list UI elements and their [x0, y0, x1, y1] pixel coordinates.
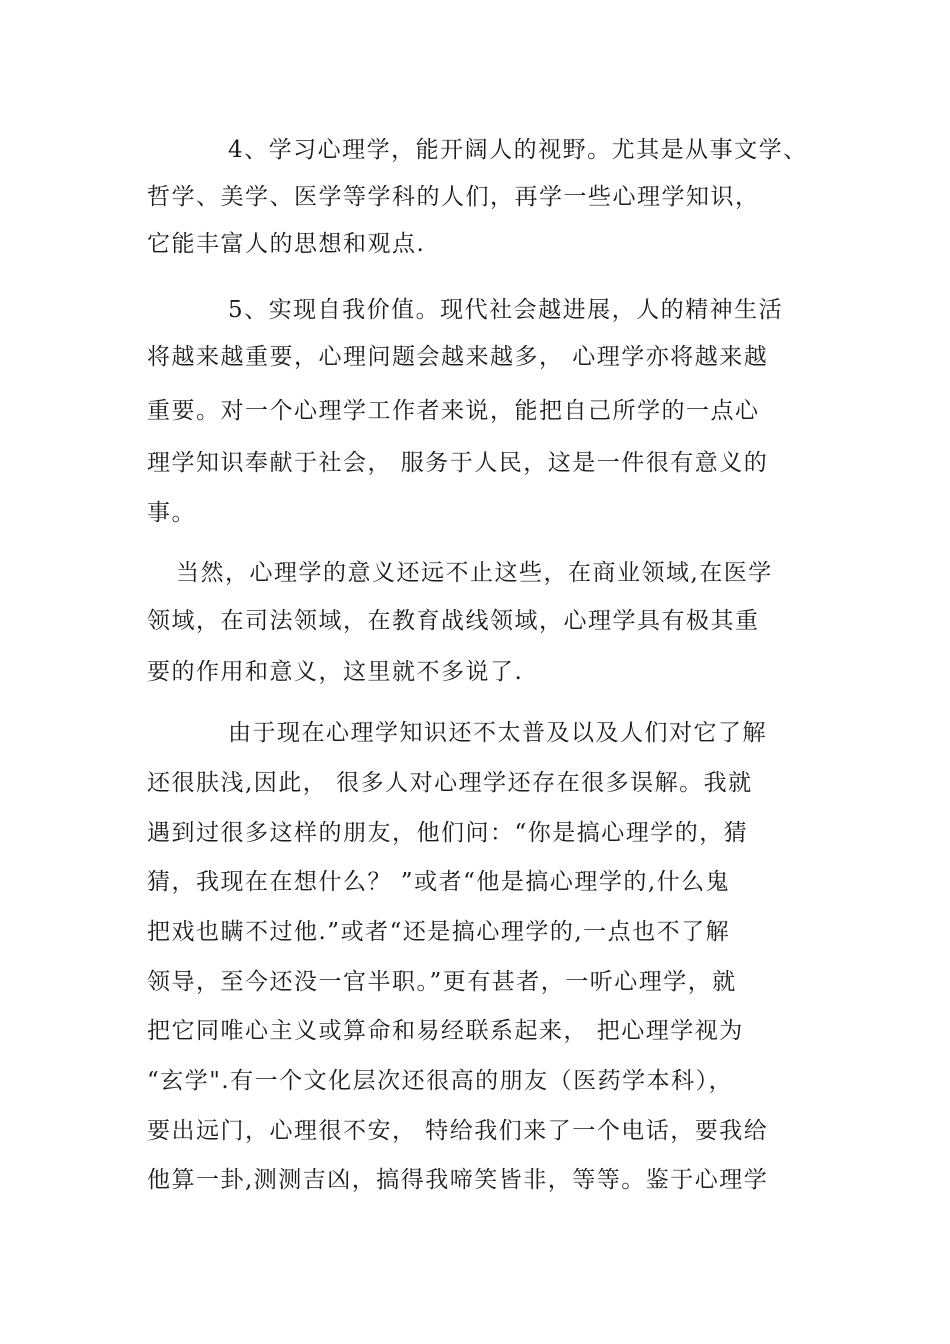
text-line-4: 5、实现自我价值。现代社会越进展，人的精神生活 — [228, 297, 784, 323]
text-line-14: 遇到过很多这样的朋友，他们问：“你是搞心理学的，猜 — [147, 820, 749, 846]
text-line-20: 要出远门，心理很不安， 特给我们来了一个电话，要我给 — [147, 1118, 769, 1144]
text-line-11: 要的作用和意义，这里就不多说了. — [147, 659, 524, 685]
text-line-13: 还很肤浅,因此， 很多人对心理学还存在很多误解。我就 — [147, 770, 753, 796]
text-line-18: 把它同唯心主义或算命和易经联系起来， 把心理学视为 — [147, 1018, 744, 1044]
text-line-3: 它能丰富人的思想和观点. — [147, 231, 426, 257]
text-line-6: 重要。对一个心理学工作者来说，能把自己所学的一点心 — [147, 398, 760, 424]
text-line-15: 猜，我现在在想什么？ ”或者“他是搞心理学的,什么鬼 — [147, 869, 731, 895]
text-line-2: 哲学、美学、医学等学科的人们，再学一些心理学知识， — [147, 184, 760, 210]
text-line-17: 领导，至今还没一官半职。”更有甚者，一听心理学，就 — [147, 969, 737, 995]
text-line-10: 领域，在司法领域，在教育战线领域，心理学具有极其重 — [147, 608, 760, 634]
text-line-21: 他算一卦,测测吉凶，搞得我啼笑皆非，等等。鉴于心理学 — [147, 1167, 769, 1193]
text-line-9: 当然，心理学的意义还远不止这些，在商业领域,在医学 — [176, 560, 773, 586]
text-line-16: 把戏也瞒不过他.”或者“还是搞心理学的,一点也不了解 — [147, 919, 731, 945]
text-line-7: 理学知识奉献于社会， 服务于人民，这是一件很有意义的 — [147, 450, 769, 476]
text-line-19: “玄学".有一个文化层次还很高的朋友（医药学本科）， — [147, 1068, 734, 1094]
text-line-8: 事。 — [147, 500, 196, 526]
text-line-5: 将越来越重要，心理问题会越来越多， 心理学亦将越来越 — [147, 344, 769, 370]
text-line-12: 由于现在心理学知识还不太普及以及人们对它了解 — [228, 720, 767, 746]
text-line-1: 4、学习心理学，能开阔人的视野。尤其是从事文学、 — [228, 137, 808, 163]
